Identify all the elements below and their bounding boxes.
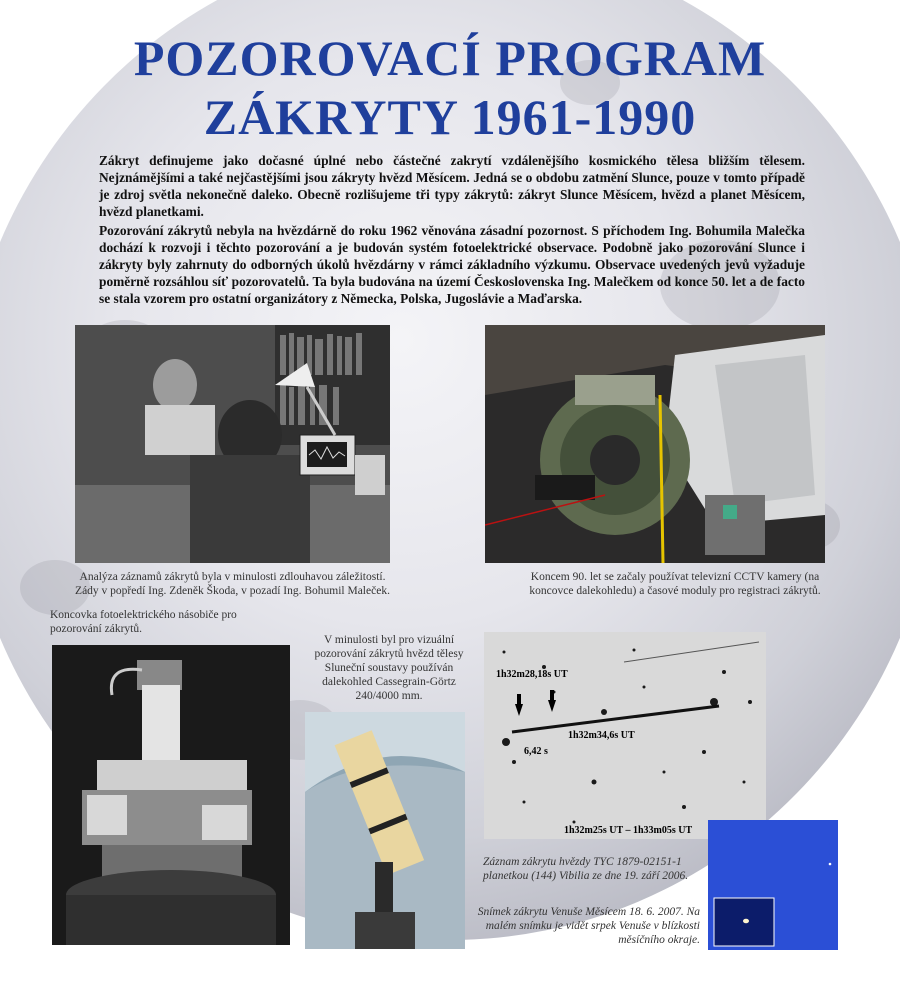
star-field-duration-label: 6,42 s [524,746,548,757]
photomultiplier-caption: Koncovka fotoelektrického násobiče pro pozorování zákrytů. [50,609,237,635]
venus-photo [708,820,838,950]
analysis-caption: Analýza záznamů zákrytů byla v minulosti zdlouhavou záležitostí. Zády v popředí Ing. Zdeněk Škoda, v pozadí Ing. Bohumil Maleček. [75,571,390,597]
telescope-photo [305,712,465,949]
star-field-start-label: 1h32m28,18s UT [496,669,568,680]
star-field-end-label: 1h32m34,6s UT [568,730,635,741]
intro-paragraph-1: Zákryt definujeme jako dočasné úplné nebo částečné zakrytí vzdálenějšího kosmického tělesa bližším tělesem. Nejznámějšími a také nejčastějšími jsou zákryty hvězd Měsícem. Jedná se o obdobu zatmění Slunce, pouze v tomto případě je zdroj světla nekonečně daleko. Obecně rozlišujeme tři typy zákrytů: zákryt Slunce Měsícem, hvězd a planet Měsícem, hvězd planetkami. [99,153,805,219]
tyc-caption: Záznam zákrytu hvězdy TYC 1879-02151-1 planetkou (144) Vibilia ze dne 19. září 2006. [483,856,689,882]
page-title-line-1: POZOROVACÍ PROGRAM [133,30,767,86]
telescope-caption: V minulosti byl pro vizuální pozorování zákrytů hvězd tělesy Sluneční soustavy používán dalekohled Cassegrain-Görtz 240/4000 mm. [314,634,464,702]
page-title-line-2: ZÁKRYTY 1961-1990 [203,89,697,145]
analysis-photo [75,325,390,563]
photomultiplier-photo [52,645,290,945]
cctv-photo [485,325,825,563]
intro-paragraph-2: Pozorování zákrytů nebyla na hvězdárně do roku 1962 věnována zásadní pozornost. S příchodem Ing. Bohumila Malečka dochází k rozvoji i těchto pozorování a je budován systém fotoelektrické observace. Podobně jako pozorování Slunce i zákryty byly zahrnuty do odborných úkolů hvězdárny v rámci základního výzkumu. Observace uvedených jevů vyžaduje poměrně rozsáhlou síť pozorovatelů. Ta byla budována na území Československa Ing. Malečkem od konce 50. let a de facto se stala vzorem pro ostatní organizátory z Německa, Polska, Jugoslávie a Maďarska. [99,223,805,306]
cctv-caption: Koncem 90. let se začaly používat televizní CCTV kamery (na koncovce dalekohledu) a časové moduly pro registraci zákrytů. [529,571,821,597]
star-field-image [484,632,766,839]
star-field-range-label: 1h32m25s UT – 1h33m05s UT [564,825,693,836]
venus-caption: Snímek zákrytu Venuše Měsícem 18. 6. 2007. Na malém snímku je vidět srpek Venuše v blízkosti měsíčního okraje. [477,906,700,946]
